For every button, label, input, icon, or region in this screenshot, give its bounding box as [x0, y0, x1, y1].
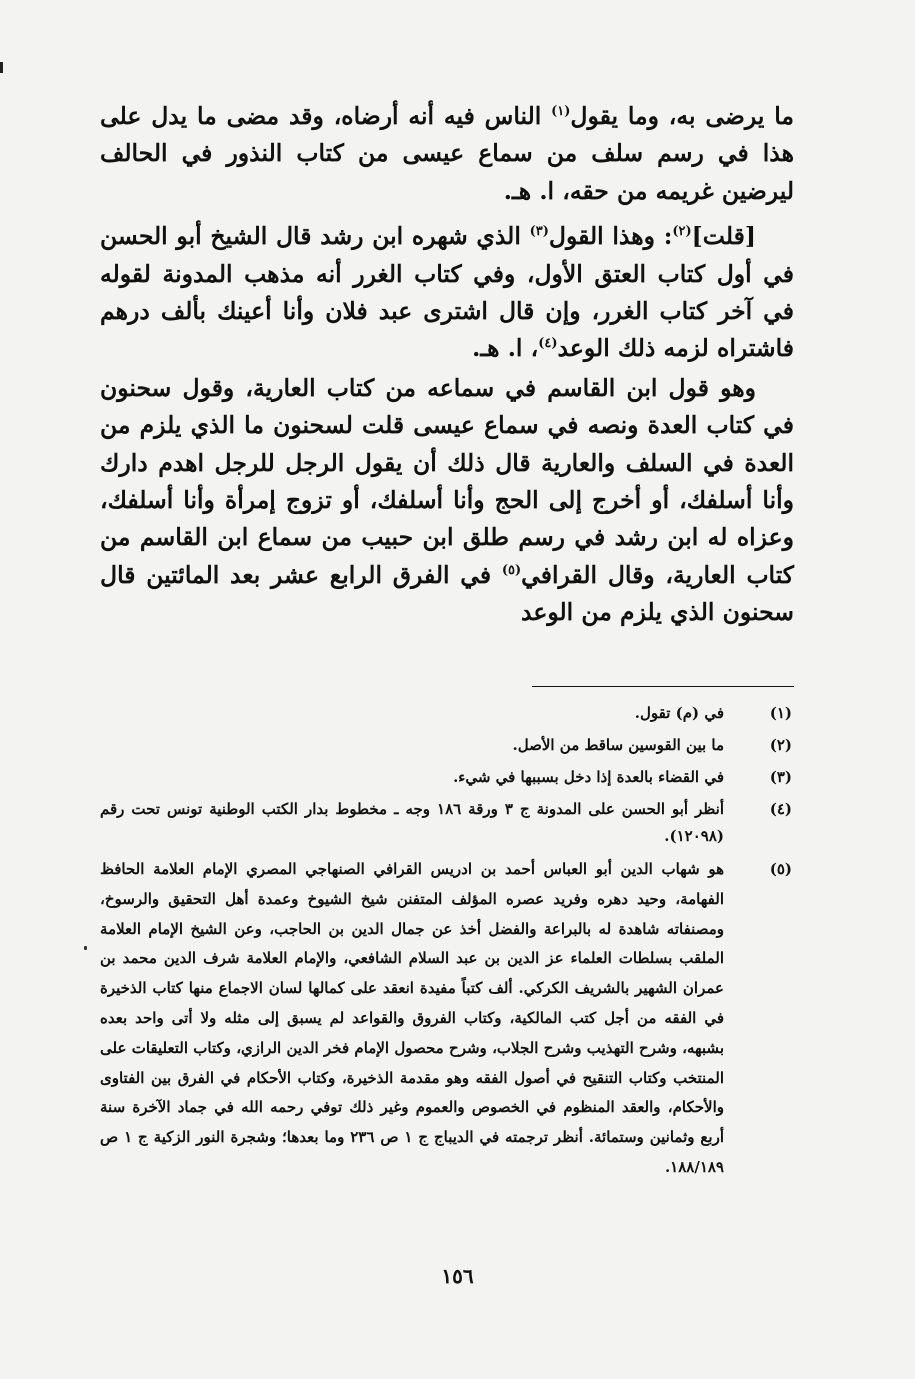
para-2-text-d: ، ا. هـ.: [472, 334, 539, 363]
paragraph-1: [100, 98, 794, 210]
footnote-1: [100, 700, 794, 727]
footnote-ref-4[interactable]: (٤): [538, 336, 558, 352]
footnote-divider: [532, 686, 794, 687]
page-number: ١٥٦: [441, 1264, 474, 1288]
footnote-5-number: (٥): [769, 860, 792, 878]
footnote-5: [100, 855, 794, 1183]
footnote-2-number: (٢): [769, 736, 792, 754]
footnote-ref-1[interactable]: (١): [551, 104, 571, 119]
footnote-3-number: (٣): [769, 768, 792, 786]
para-3-text-b: في الفرق الرابع عشر بعد المائتين قال سحنون الذي يلزم من الوعد: [100, 560, 794, 627]
margin-scan-mark: [0, 62, 3, 73]
para-1-text-a: ما يرضى به، وما يقول: [570, 102, 794, 130]
footnote-4-text: أنظر أبو الحسن على المدونة ج ٣ ورقة ١٨٦ وجه ـ مخطوط بدار الكتب الوطنية تونس تحت رقم (١٢٠٩٨).: [100, 800, 724, 845]
scan-speck: [84, 946, 87, 950]
footnote-2-text: ما بين القوسين ساقط من الأصل.: [512, 736, 724, 754]
paragraph-3: [100, 370, 794, 632]
para-1-text-b: الناس فيه أنه أرضاه، وقد مضى ما يدل على هذا في رسم سلف من سماع عيسى من كتاب النذور في الحالف ليرضين غريمه من حقه، ا. هـ.: [100, 102, 794, 205]
para-2-text-c: الذي شهره ابن رشد قال الشيخ أبو الحسن في أول كتاب العتق الأول، وفي كتاب الغرر أنه مذهب المدونة لقوله في آخر كتاب الغرر، وإن قال اشترى عبد فلان وأنا أعينك بألف درهم فاشتراه لزمه ذلك الوعد: [100, 222, 794, 363]
para-2-text-b: : وهذا القول: [548, 222, 673, 251]
paragraph-2: [100, 218, 794, 368]
footnote-1-number: (١): [769, 704, 792, 722]
footnote-ref-3[interactable]: (٣): [529, 224, 549, 240]
para-2-text-a: [قلت]: [691, 222, 756, 251]
footnote-ref-5[interactable]: (٥): [501, 562, 522, 578]
footnote-3-text: في القضاء بالعدة إذا دخل بسببها في شيء.: [453, 768, 724, 786]
footnote-4-number: (٤): [769, 800, 792, 818]
footnote-ref-2[interactable]: (٢): [672, 224, 692, 240]
footnote-4: [100, 796, 794, 850]
footnote-2: [100, 732, 794, 759]
footnote-3: [100, 764, 794, 791]
footnote-5-text: هو شهاب الدين أبو العباس أحمد بن ادريس القرافي الصنهاجي المصري الإمام العلامة الحافظ الفهامة، وحيد دهره وفريد عصره المؤلف المتفنن شيخ الشيوخ وعمدة أهل التحقيق والرسوخ، ومصنفاته شاهدة له بالبراعة والفضل أخذ عن جمال الدين بن الحاجب، وعن الشيخ الإمام العلامة الملقب بسلطات العلماء عز الدين بن عبد السلام الشافعي، والإمام العلامة شرف الدين محمد بن عمران الشهير بالشريف الكركي. ألف كتباً مفيدة انعقد على كمالها لسان الاجماع منها كتاب الذخيرة في الفقه من أجل كتب المالكية، وكتاب الفروق والقواعد لم يسبق إلى مثله ولا أتى واحد بعده بشبهه، وشرح التهذيب وشرح الجلاب، وشرح محصول الإمام فخر الدين الرازي، وكتاب التعليقات على المنتخب وكتاب التنقيح في أصول الفقه وهو مقدمة الذخيرة، وكتاب الأحكام في الفرق بين الفتاوى والأحكام، والعقد المنظوم في الخصوص والعموم وغير ذلك توفي رحمه الله في جماد الآخرة سنة أربع وثمانين وستمائة. أنظر ترجمته في الديباج ج ١ ص ٢٣٦ وما بعدها؛ وشجرة النور الزكية ج ١ ص ١٨٨/١٨٩.: [100, 860, 724, 1176]
body-text: [100, 98, 794, 632]
footnotes: [100, 700, 794, 1188]
para-3-text-a: وهو قول ابن القاسم في سماعه من كتاب العارية، وقول سحنون في كتاب العدة ونصه في سماع عيسى قلت لسحنون ما الذي يلزم من العدة في السلف والعارية قال ذلك أن يقول الرجل للرجل اهدم دارك وأنا أسلفك، أو أخرج إلى الحج وأنا أسلفك، أو تزوج إمرأة وأنا أسلفك، وعزاه له ابن رشد في رسم طلق ابن حبيب من سماع ابن القاسم من كتاب العارية، وقال القرافي: [100, 373, 794, 589]
footnote-1-text: في (م) تقول.: [634, 704, 724, 722]
